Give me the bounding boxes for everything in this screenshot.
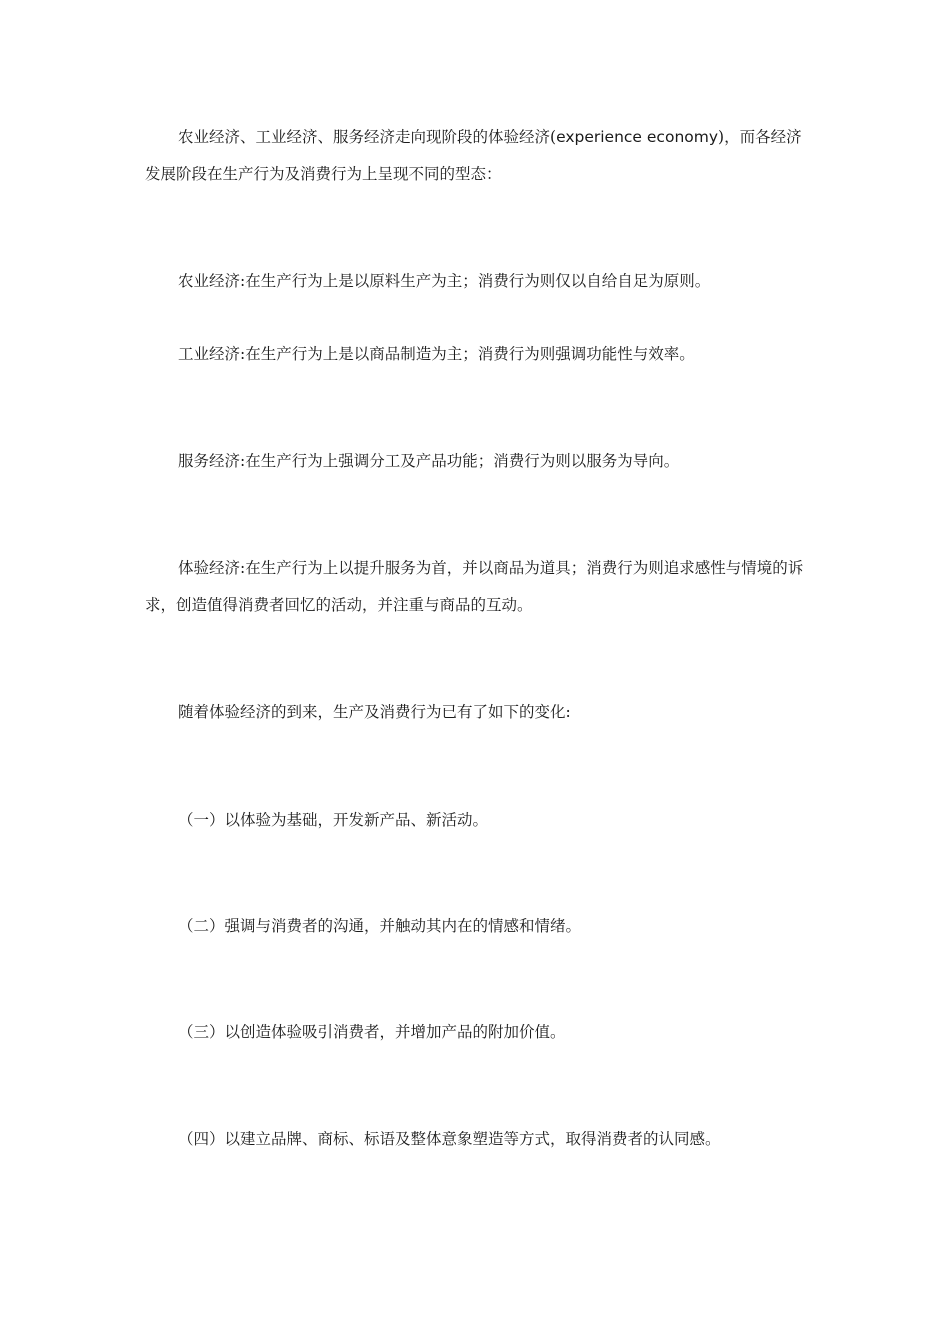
change-item-3: （三）以创造体验吸引消费者，并增加产品的附加价值。 xyxy=(178,1023,566,1041)
intro-text-part1: 农业经济、工业经济、服务经济走向现阶段的体验经济( xyxy=(178,128,557,146)
stage-experience: 体验经济:在生产行为上以提升服务为首，并以商品为道具；消费行为则追求感性与情境的诉求，创造值得消费者回忆的活动，并注重与商品的互动。 xyxy=(145,559,804,614)
intro-text-part2: )，而各经济发展阶段在生产行为及消费行为上呈现不同的型态： xyxy=(145,128,802,183)
stage-agricultural: 农业经济:在生产行为上是以原料生产为主；消费行为则仅以自给自足为原则。 xyxy=(178,272,711,290)
change-item-4: （四）以建立品牌、商标、标语及整体意象塑造等方式，取得消费者的认同感。 xyxy=(178,1130,721,1148)
transition-paragraph: 随着体验经济的到来，生产及消费行为已有了如下的变化: xyxy=(178,703,571,721)
intro-english-term: experience economy xyxy=(556,128,719,146)
stage-industrial: 工业经济:在生产行为上是以商品制造为主；消费行为则强调功能性与效率。 xyxy=(178,345,695,363)
stage-service: 服务经济:在生产行为上强调分工及产品功能；消费行为则以服务为导向。 xyxy=(178,452,680,470)
change-item-1: （一）以体验为基础，开发新产品、新活动。 xyxy=(178,811,489,829)
intro-paragraph xyxy=(145,119,805,193)
change-item-2: （二）强调与消费者的沟通，并触动其内在的情感和情绪。 xyxy=(178,917,582,935)
